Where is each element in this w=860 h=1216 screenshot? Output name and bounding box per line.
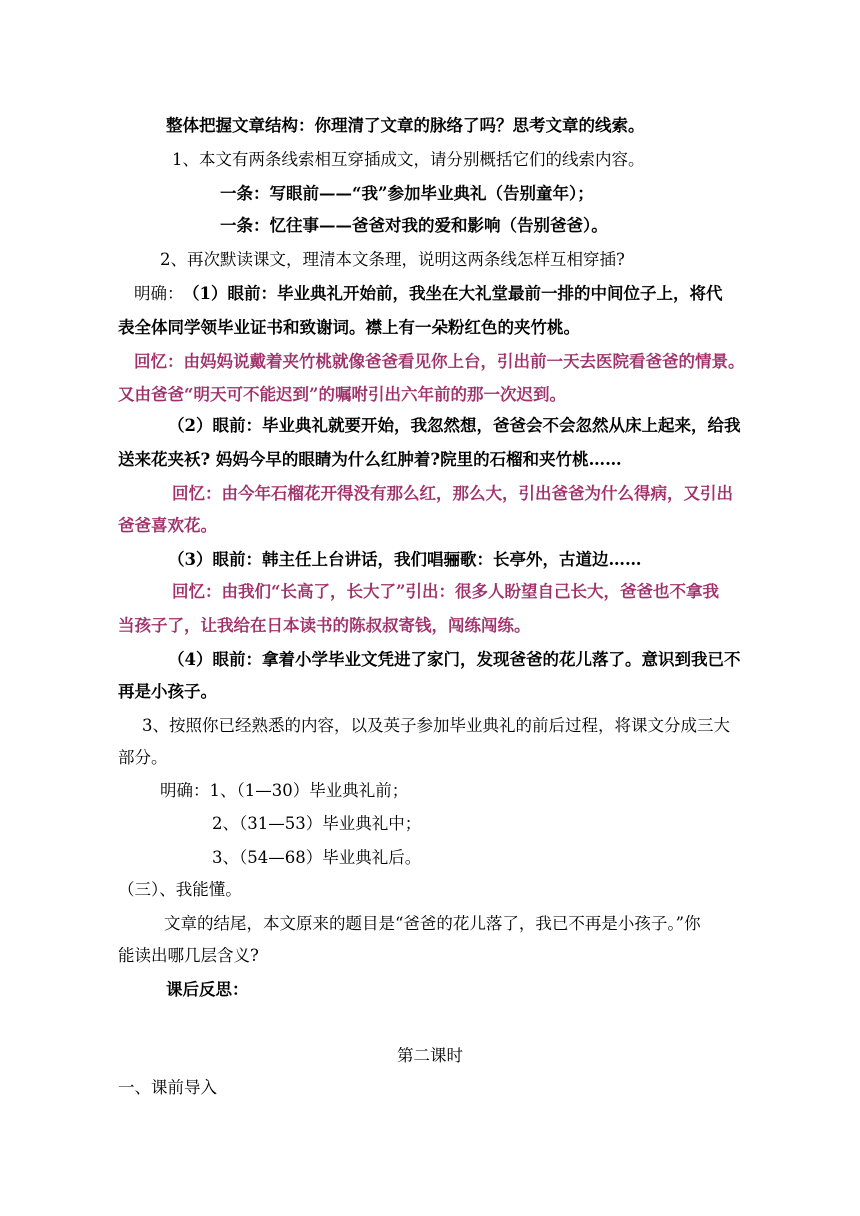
division-1: 明确：1、（1—30）毕业典礼前； (160, 781, 409, 800)
point-1-line-1: （1）眼前：毕业典礼开始前，我坐在大礼堂最前一排的中间位子上，将代 (183, 284, 723, 303)
answer-label: 明确： (134, 284, 184, 303)
clue-2: 一条：忆往事——爸爸对我的爱和影响（告别爸爸）。 (220, 216, 608, 235)
point-2-line-1: （2）眼前：毕业典礼就要开始，我忽然想，爸爸会不会忽然从床上起来，给我 (168, 416, 741, 435)
division-3: 3、（54—68）毕业典礼后。 (212, 848, 422, 867)
memory-1-line-1: 回忆：由妈妈说戴着夹竹桃就像爸爸看见你上台，引出前一天去医院看爸爸的情景。 (134, 352, 745, 371)
ending-question-line-1: 文章的结尾，本文原来的题目是“爸爸的花儿落了，我已不再是小孩子。”你 (164, 914, 701, 933)
clue-1: 一条：写眼前——“我”参加毕业典礼（告别童年）； (220, 184, 594, 203)
section-1-heading: 一、课前导入 (118, 1078, 217, 1097)
reflection-label: 课后反思： (166, 980, 249, 999)
question-1: 1、本文有两条线索相互穿插成文，请分别概括它们的线索内容。 (172, 150, 645, 169)
lesson-2-title: 第二课时 (397, 1046, 463, 1065)
point-2-line-2: 送来花夹袄? 妈妈今早的眼睛为什么红肿着?院里的石榴和夹竹桃…… (118, 450, 622, 469)
point-4-line-2: 再是小孩子。 (118, 682, 217, 701)
section-3-heading: （三）、我能懂。 (118, 880, 242, 899)
question-3-line-1: 3、按照你已经熟悉的内容，以及英子参加毕业典礼的前后过程，将课文分成三大 (142, 716, 730, 735)
question-2: 2、再次默读课文，理清本文条理，说明这两条线怎样互相穿插? (160, 250, 625, 269)
memory-1-line-2: 又由爸爸“明天可不能迟到”的嘱咐引出六年前的那一次迟到。 (118, 385, 566, 404)
point-4-line-1: （4）眼前：拿着小学毕业文凭进了家门，发现爸爸的花儿落了。意识到我已不 (168, 650, 741, 669)
ending-question-line-2: 能读出哪几层含义? (118, 946, 259, 965)
memory-2-line-2: 爸爸喜欢花。 (118, 516, 217, 535)
division-2: 2、（31—53）毕业典礼中； (212, 814, 422, 833)
memory-3-line-2: 当孩子了，让我给在日本读书的陈叔叔寄钱，闯练闯练。 (118, 616, 531, 635)
question-3-line-2: 部分。 (118, 748, 168, 767)
heading-structure: 整体把握文章结构：你理清了文章的脉络了吗？思考文章的线索。 (166, 116, 645, 135)
memory-2-line-1: 回忆：由今年石榴花开得没有那么红，那么大，引出爸爸为什么得病，又引出 (172, 484, 733, 503)
point-3: （3）眼前：韩主任上台讲话，我们唱骊歌：长亭外，古道边…… (168, 550, 642, 569)
memory-3-line-1: 回忆：由我们“长高了，长大了”引出：很多人盼望自己长大，爸爸也不拿我 (172, 582, 719, 601)
point-1-line-2: 表全体同学领毕业证书和致谢词。襟上有一朵粉红色的夹竹桃。 (118, 318, 580, 337)
